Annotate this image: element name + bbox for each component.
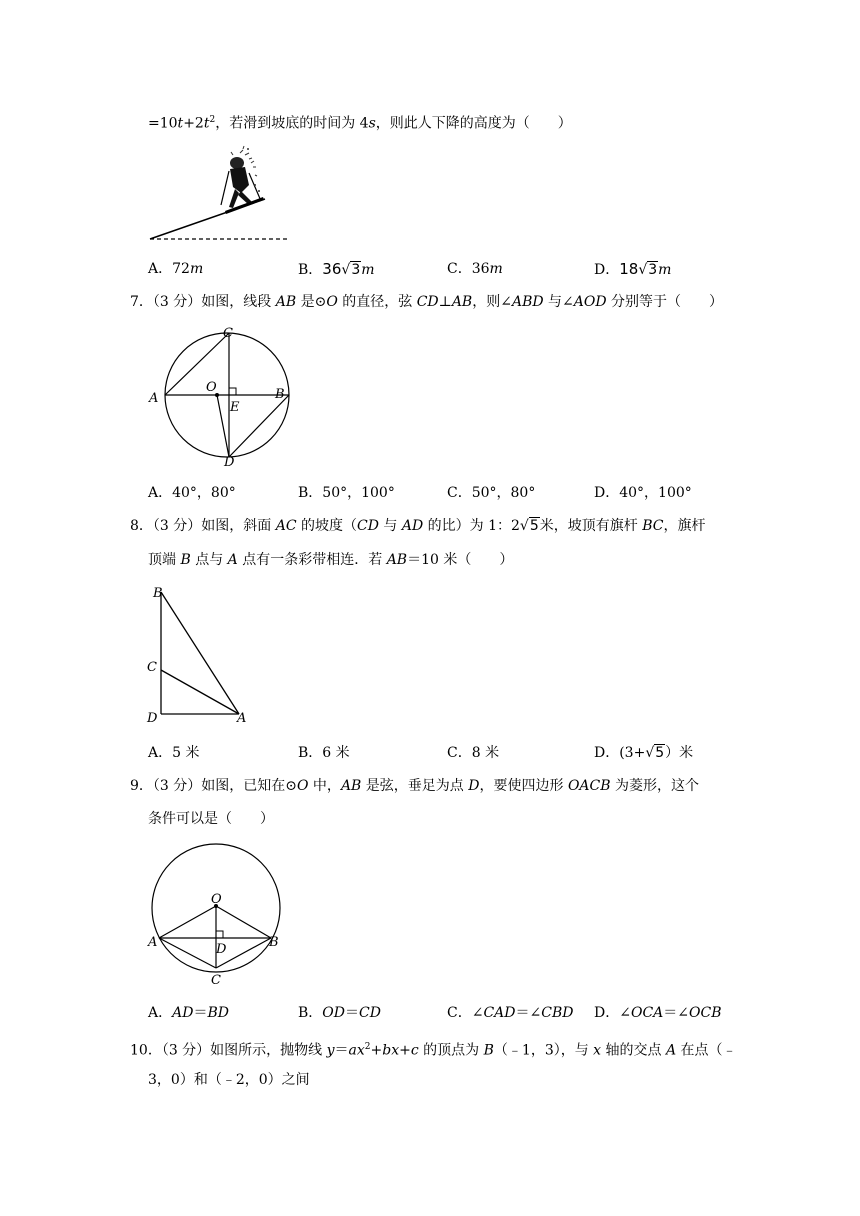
label-a: A (149, 391, 159, 406)
q6-skier-figure (145, 145, 295, 245)
label-b: B (153, 586, 163, 601)
label-b: B (269, 935, 279, 950)
q6-option-d[interactable]: D．18√3m (594, 260, 672, 278)
label-e: E (230, 400, 240, 415)
q8-option-c[interactable]: C．8 米 (447, 745, 500, 761)
label-c: C (211, 973, 221, 988)
q9-option-d[interactable]: D．∠OCA＝∠OCB (594, 1005, 722, 1021)
label-o: O (211, 892, 222, 907)
q10-stem-line1: 10．（3 分）如图所示，抛物线 $y=ax^2+bx+c$ 的顶点为 B（﹣1，3），与 x 轴的交点 A 在点（﹣ (130, 1042, 737, 1059)
q8-stem-line1: 8．（3 分）如图，斜面 AC 的坡度（CD 与 AD 的比）为 1：2√5米，坡顶有旗杆 BC，旗杆 (130, 518, 706, 534)
label-d: D (216, 942, 227, 957)
q8-option-d[interactable]: D．(3+√5）米 (594, 745, 694, 761)
q8-option-b[interactable]: B．6 米 (298, 745, 350, 761)
q7-option-b[interactable]: B．50°，100° (298, 485, 395, 501)
q9-circle-figure (145, 840, 290, 990)
label-c: C (147, 660, 157, 675)
q8-stem-line2: 顶端 B 点与 A 点有一条彩带相连．若 AB＝10 米（ ） (148, 552, 514, 568)
label-b: B (275, 387, 285, 402)
q7-option-c[interactable]: C．50°，80° (447, 485, 536, 501)
label-c: C (223, 326, 233, 341)
q6-option-a[interactable]: A．72m (148, 261, 204, 277)
q10-stem-line2: 3，0）和（﹣2，0）之间 (148, 1072, 310, 1088)
q9-stem-line1: 9．（3 分）如图，已知在⊙O 中，AB 是弦，垂足为点 D，要使四边形 OACB 为菱形，这个 (130, 778, 699, 794)
q7-option-a[interactable]: A．40°，80° (148, 485, 236, 501)
q6-option-c[interactable]: C．36m (447, 261, 503, 277)
label-a: A (237, 711, 247, 726)
label-a: A (148, 935, 158, 950)
q9-option-b[interactable]: B．OD＝CD (298, 1005, 381, 1021)
q6-stem-line: $=10t+2t^2$，若滑到坡底的时间为 4s，则此人下降的高度为（ ） (148, 115, 572, 132)
q8-triangle-figure (145, 582, 255, 726)
q9-option-a[interactable]: A．AD＝BD (148, 1005, 229, 1021)
q7-circle-figure (145, 325, 295, 467)
q8-option-a[interactable]: A．5 米 (148, 745, 200, 761)
q7-stem: 7．（3 分）如图，线段 AB 是⊙O 的直径，弦 CD⊥AB，则∠ABD 与∠AOD 分别等于（ ） (130, 294, 724, 310)
q9-stem-line2: 条件可以是（ ） (148, 811, 274, 827)
q7-option-d[interactable]: D．40°，100° (594, 485, 692, 501)
label-d: D (224, 455, 235, 467)
q6-option-b[interactable]: B．36√3m (298, 260, 375, 278)
label-d: D (147, 711, 158, 726)
label-o: O (206, 380, 217, 395)
q9-option-c[interactable]: C．∠CAD＝∠CBD (447, 1005, 574, 1021)
skier-icon (221, 146, 264, 214)
